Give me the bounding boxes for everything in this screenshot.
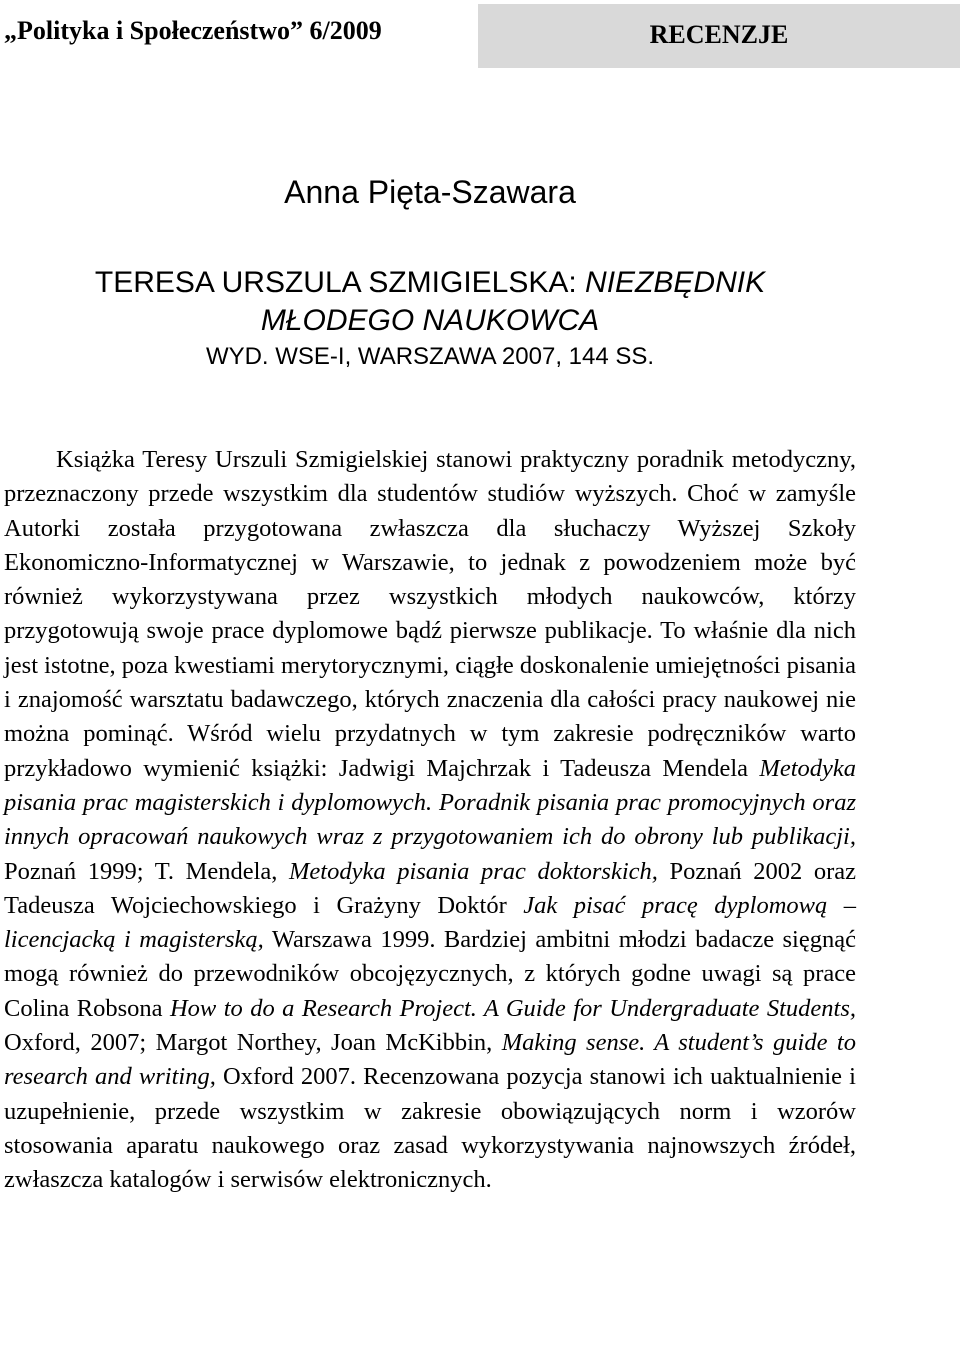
book-title-part1: NIEZBĘDNIK xyxy=(585,266,766,299)
italic-citation: Metodyka pisania prac magisterskich i dyplomowych. Poradnik pisania prac promocyjnych oraz innych opracowań naukowych wraz z przygotowaniem ich do obrony lub publikacji, xyxy=(4,754,856,851)
book-title-line1 xyxy=(0,264,860,302)
italic-citation: Making sense. A student’s guide to research and writing, xyxy=(4,1029,856,1091)
publication-details: WYD. WSE-I, WARSZAWA 2007, 144 SS. xyxy=(205,343,655,370)
italic-citation: Metodyka pisania prac doktorskich, xyxy=(289,857,658,885)
body-segment: Poznań 1999; T. Mendela, xyxy=(4,857,290,885)
review-author: Anna Pięta-Szawara xyxy=(284,174,576,210)
section-banner xyxy=(478,4,960,68)
journal-title: „Polityka i Społeczeństwo” 6/2009 xyxy=(4,16,382,45)
body-segment: Poznań 2002 oraz Tadeusza Wojciechowskiego i Grażyny Doktór xyxy=(4,857,856,919)
body-paragraph xyxy=(4,443,856,1198)
italic-citation: How to do a Research Project. A Guide for Undergraduate Students, xyxy=(169,994,856,1022)
book-title-line2: MŁODEGO NAUKOWCA xyxy=(260,304,600,337)
section-label: RECENZJE xyxy=(649,20,789,49)
italic-citation: Jak pisać pracę dyplomową – licencjacką i magisterską, xyxy=(4,891,857,954)
running-header xyxy=(0,0,960,72)
book-citation xyxy=(0,264,860,374)
body-segment: Książka Teresy Urszuli Szmigielskiej stanowi praktyczny poradnik metodyczny, przeznaczony przede wszystkim dla studentów studiów wyższych. Choć w zamyśle Autorki została przygotowana zwłaszcza dla słuchaczy Wyższej Szkoły Ekonomiczno-Informatycznej w Warszawie, to jednak z powodzeniem może być również wykorzystywana przez wszystkich młodych naukowców, którzy przygotowują swoje prace dyplomowe bądź pierwsze publikacje. To właśnie dla nich jest istotne, poza kwestiami merytorycznymi, ciągłe doskonalenie umiejętności pisania i znajomość warsztatu badawczego, których znaczenia dla całości pracy naukowej nie można pominąć. Wśród wielu przydatnych w tym zakresie podręczników warto przykładowo wymienić książki: Jadwigi Majchrzak i Tadeusza Mendela xyxy=(4,446,856,782)
book-author: TERESA URSZULA SZMIGIELSKA: xyxy=(94,266,586,299)
body-segment: Oxford, 2007; Margot Northey, Joan McKibbin, xyxy=(4,1029,502,1057)
review-body xyxy=(4,443,856,1198)
body-segment: Warszawa 1999. Bardziej ambitni młodzi badacze sięgnąć mogą również do przewodników obcojęzycznych, z których godne uwagi są prace Colina Robsona xyxy=(4,926,856,1022)
body-segment: Oxford 2007. Recenzowana pozycja stanowi ich uaktualnienie i uzupełnienie, przede wszystkim w zakresie obowiązujących norm i wzorów stosowania aparatu naukowego oraz zasad wykorzystywania najnowszych źródeł, zwłaszcza katalogów i serwisów elektronicznych. xyxy=(4,1063,856,1194)
